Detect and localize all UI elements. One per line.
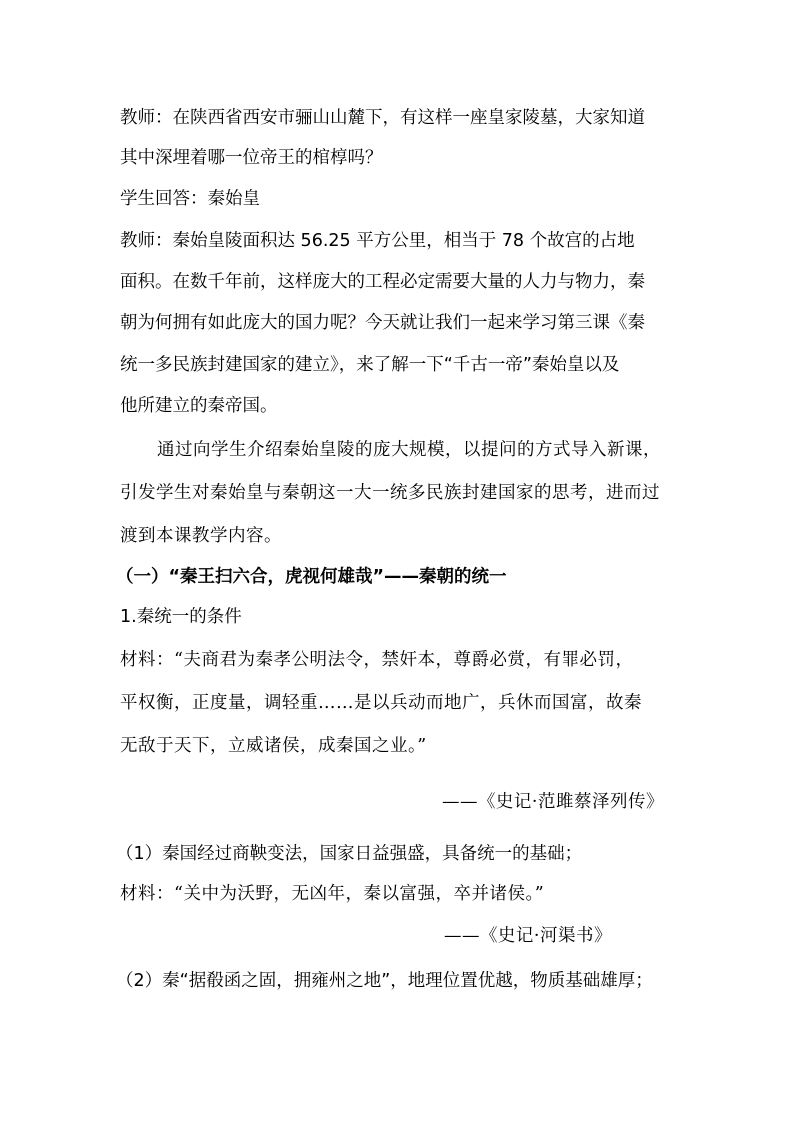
teacher-question-line-1: 教师：在陕西省西安市骊山山麓下，有这样一座皇家陵墓，大家知道: [120, 108, 645, 128]
section-subheading: 1.秦统一的条件: [120, 607, 242, 627]
teacher-answer-line-4: 统一多民族封建国家的建立》，来了解一下“千古一帝”秦始皇以及: [120, 355, 620, 375]
student-answer: 学生回答：秦始皇: [120, 189, 260, 209]
material-2-line-1: 材料：“关中为沃野，无凶年，秦以富强，卒并诸侯。”: [120, 884, 545, 904]
design-note-line-2: 引发学生对秦始皇与秦朝这一大一统多民族封建国家的思考，进而过: [120, 483, 660, 503]
teacher-answer-line-3: 朝为何拥有如此庞大的国力呢？今天就让我们一起来学习第三课《秦: [120, 313, 645, 333]
teacher-question-line-2: 其中深埋着哪一位帝王的棺椁吗？: [120, 148, 383, 168]
material-2-source: ——《史记·河渠书》: [443, 926, 612, 946]
point-2: （2）秦“据殽函之固，拥雍州之地”，地理位置优越，物质基础雄厚；: [116, 971, 653, 991]
material-1-line-1: 材料：“夫商君为秦孝公明法令，禁奸本，尊爵必赏，有罪必罚，: [120, 650, 634, 670]
material-1-source: ——《史记·范雎蔡泽列传》: [441, 792, 664, 812]
teacher-answer-line-2: 面积。在数千年前，这样庞大的工程必定需要大量的人力与物力，秦: [120, 272, 645, 292]
section-heading: （一）“秦王扫六合，虎视何雄哉”——秦朝的统一: [116, 567, 507, 587]
design-note-line-1: 通过向学生介绍秦始皇陵的庞大规模，以提问的方式导入新课，: [157, 440, 661, 460]
point-1: （1）秦国经过商鞅变法，国家日益强盛，具备统一的基础；: [116, 844, 583, 864]
design-note-line-3: 渡到本课教学内容。: [120, 526, 282, 546]
teacher-answer-line-5: 他所建立的秦帝国。: [120, 396, 278, 416]
teacher-answer-line-1: 教师：秦始皇陵面积达 56.25 平方公里，相当于 78 个故宫的占地: [120, 231, 635, 251]
material-1-line-3: 无敌于天下，立威诸侯，成秦国之业。”: [120, 736, 427, 756]
material-1-line-2: 平权衡，正度量，调轻重……是以兵动而地广，兵休而国富，故秦: [120, 693, 642, 713]
